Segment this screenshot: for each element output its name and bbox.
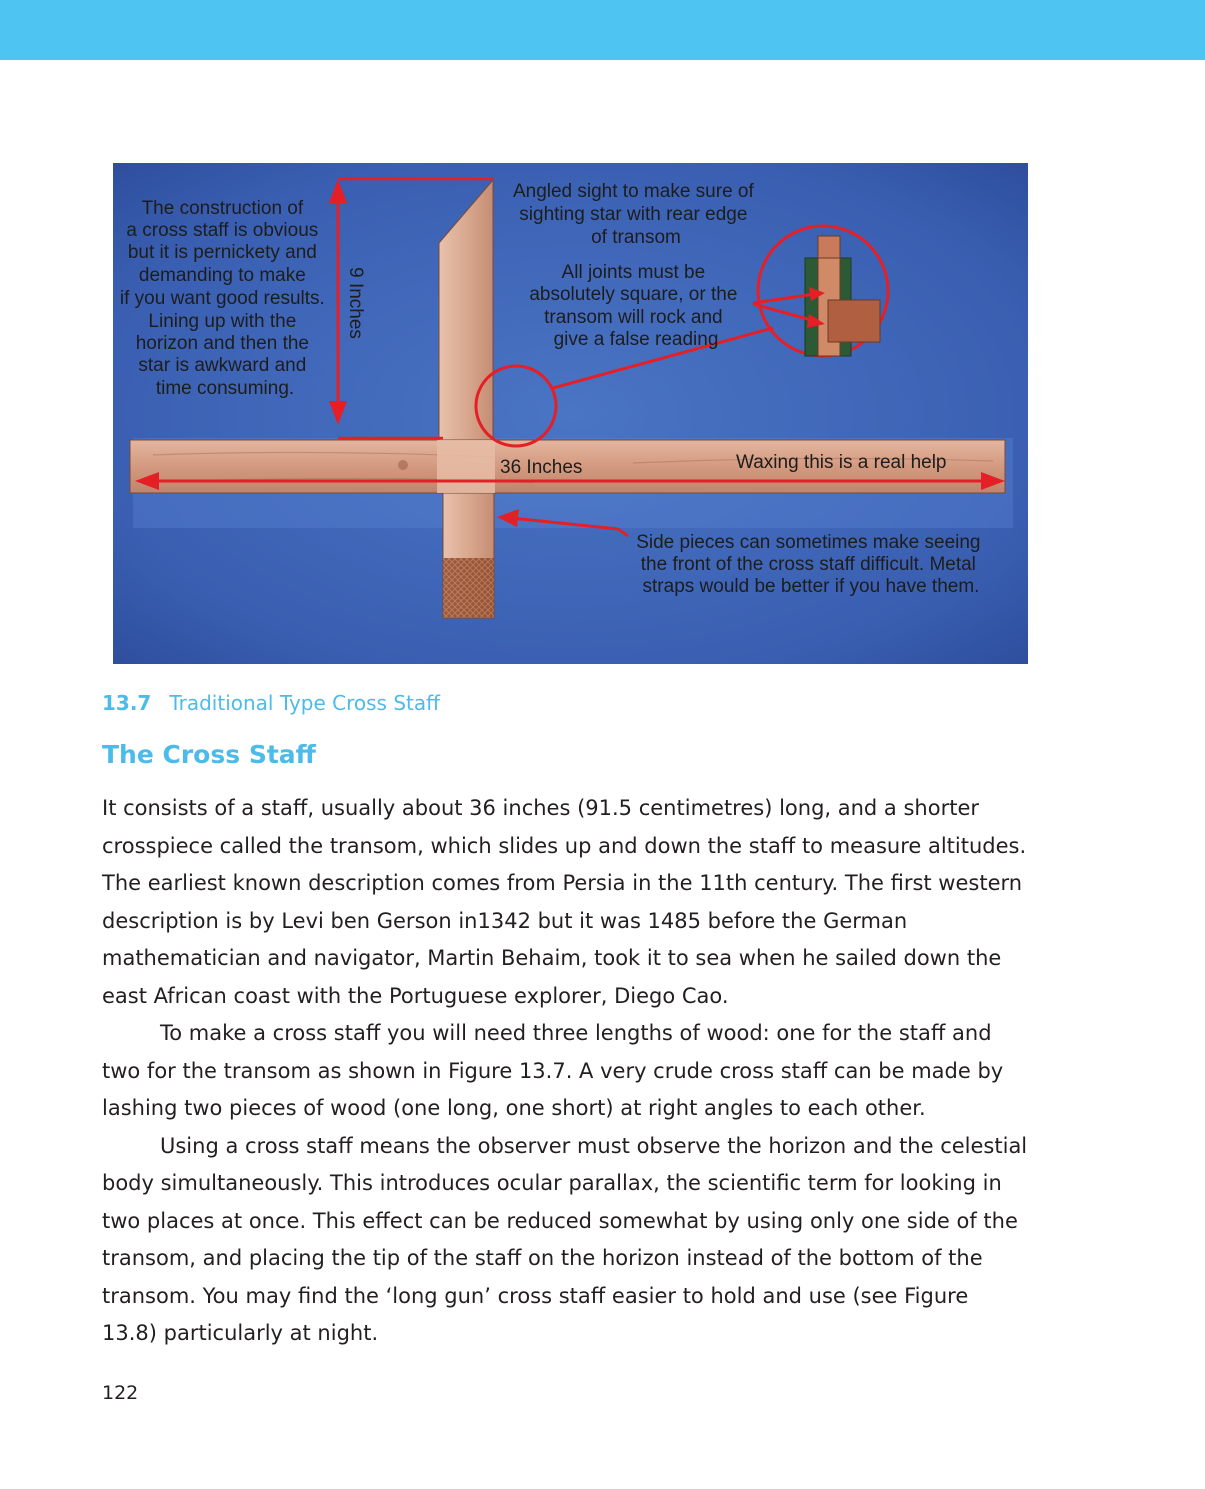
cross-staff-illustration <box>113 163 1028 664</box>
figure-caption <box>102 691 440 715</box>
paragraph-line: body simultaneously. This introduces ocular parallax, the scientific term for looking in <box>102 1171 1002 1195</box>
joints-note-line: All joints must be <box>561 262 706 283</box>
construction-note-line: a cross staff is obvious <box>126 220 319 241</box>
wood-knot <box>398 460 408 470</box>
construction-note-line: if you want good results. <box>119 288 325 309</box>
waxing-note: Waxing this is a real help <box>736 452 947 473</box>
height-dimension-label: 9 Inches <box>345 267 366 339</box>
cross-staff-figure <box>113 163 1028 664</box>
paragraph-line: 13.8) particularly at night. <box>102 1321 379 1345</box>
construction-note-line: star is awkward and <box>138 355 307 376</box>
joints-note-line: give a false reading <box>553 329 719 350</box>
figure-caption-text: Traditional Type Cross Staff <box>169 691 440 715</box>
construction-note-line: time consuming. <box>155 378 295 399</box>
figure-caption-number: 13.7 <box>102 691 152 715</box>
joints-note-line: absolutely square, or the <box>529 284 738 305</box>
page-number: 122 <box>102 1382 139 1404</box>
construction-note <box>120 198 330 399</box>
top-color-band <box>0 0 1205 60</box>
transom-end-grain <box>443 558 494 618</box>
paragraph-line: east African coast with the Portuguese explorer, Diego Cao. <box>102 983 729 1008</box>
paragraph-line: The earliest known description comes from Persia in the 11th century. The first western <box>102 871 1023 895</box>
paragraph-line: transom, and placing the tip of the staff on the horizon instead of the bottom of the <box>102 1246 983 1270</box>
side-pieces-note <box>636 532 986 597</box>
section-heading: The Cross Staff <box>102 740 316 769</box>
construction-note-line: Lining up with the <box>148 311 297 332</box>
paragraph-line: description is by Levi ben Gerson in1342 but it was 1485 before the German <box>102 908 908 933</box>
paragraph-line: crosspiece called the transom, which slides up and down the staff to measure altitudes. <box>102 833 1027 858</box>
paragraph-1 <box>102 790 1062 1015</box>
angled-sight-note-line: Angled sight to make sure of <box>512 181 754 202</box>
paragraph-line: It consists of a staff, usually about 36 inches (91.5 centimetres) long, and a shorter <box>102 796 979 820</box>
paragraph-line: mathematician and navigator, Martin Behaim, took it to sea when he sailed down the <box>102 946 1002 970</box>
transom-centre-piece <box>437 440 495 493</box>
paragraph-line: two for the transom as shown in Figure 13.7. A very crude cross staff can be made by <box>102 1058 1004 1083</box>
paragraph-line: lashing two pieces of wood (one long, one short) at right angles to each other. <box>102 1096 926 1120</box>
paragraph-3 <box>102 1128 1062 1353</box>
detail-transom-top <box>818 236 840 258</box>
body-text <box>102 790 1062 1353</box>
side-pieces-note-line: Side pieces can sometimes make seeing <box>636 532 981 553</box>
paragraph-line: transom. You may find the ‘long gun’ cross staff easier to hold and use (see Figure <box>102 1283 969 1308</box>
paragraph-line: Using a cross staff means the observer must observe the horizon and the celestial <box>160 1133 1028 1158</box>
side-pieces-note-line: straps would be better if you have them. <box>642 576 980 597</box>
detail-staff-end <box>828 300 880 342</box>
angled-sight-note-line: of transom <box>591 227 681 248</box>
side-pieces-note-line: the front of the cross staff difficult. Metal <box>640 554 976 575</box>
construction-note-line: but it is pernickety and <box>127 242 317 263</box>
construction-note-line: horizon and then the <box>135 333 309 354</box>
construction-note-line: The construction of <box>141 198 304 219</box>
joints-note-line: transom will rock and <box>544 307 723 328</box>
paragraph-line: two places at once. This effect can be reduced somewhat by using only one side of the <box>102 1208 1018 1233</box>
paragraph-line: To make a cross staff you will need three lengths of wood: one for the staff and <box>160 1021 992 1045</box>
construction-note-line: demanding to make <box>138 265 306 286</box>
length-dimension-label: 36 Inches <box>500 457 583 478</box>
paragraph-2 <box>102 1015 1062 1128</box>
angled-sight-note-line: sighting star with rear edge <box>519 204 748 225</box>
